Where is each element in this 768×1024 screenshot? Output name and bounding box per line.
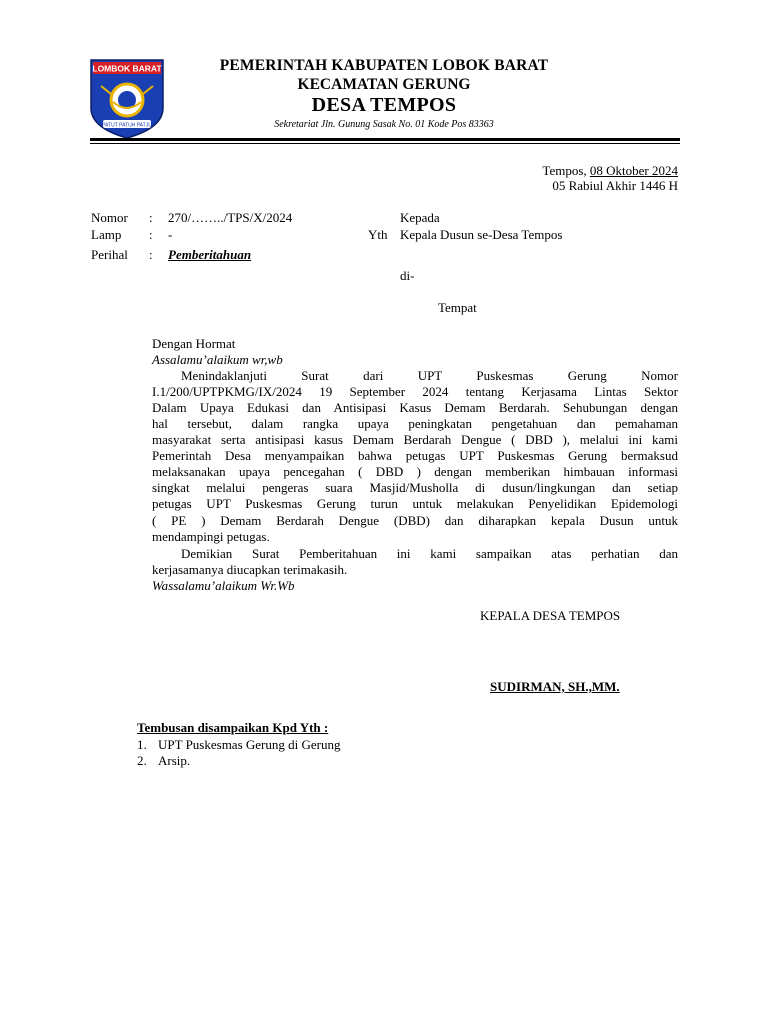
letter-date xyxy=(542,163,678,179)
paragraph-1-line: Pemerintah Desa menyampaikan bahwa petugas UPT Puskesmas Gerung bermaksud xyxy=(152,448,678,463)
cc-item-text: Arsip. xyxy=(158,753,191,768)
recipient-tempat: Tempat xyxy=(438,300,477,315)
date-gregorian: 08 Oktober 2024 xyxy=(589,163,678,178)
paragraph-2-line: Demikian Surat Pemberitahuan ini kami sampaikan atas perhatian dan xyxy=(181,546,678,561)
nomor-label: Nomor xyxy=(91,210,128,225)
recipient-di: di- xyxy=(400,268,415,283)
letterhead-village-name: DESA TEMPOS xyxy=(311,94,457,116)
paragraph-1-line: melaksanakan upaya pencegahan ( DBD ) dengan memberikan himbauan informasi xyxy=(152,464,678,479)
closing-salam: Wassalamu’alaikum Wr.Wb xyxy=(152,578,295,593)
recipient-yth: Yth xyxy=(368,227,388,242)
paragraph-2-line: kerjasamanya diucapkan terimakasih. xyxy=(152,562,348,577)
paragraph-1-line: masyarakat serta antisipasi kasus Demam Berdarah Dengue ( DBD ), melalui ini kami xyxy=(152,432,678,447)
recipient-kepada: Kepada xyxy=(400,210,440,225)
cc-heading: Tembusan disampaikan Kpd Yth : xyxy=(137,720,329,735)
logo-banner-text: LOMBOK BARAT xyxy=(92,63,162,74)
nomor-value: 270/……../TPS/X/2024 xyxy=(168,210,293,225)
letterhead-line-1: PEMERINTAH KABUPATEN LOBOK BARAT xyxy=(219,57,549,74)
letterhead-address: Sekretariat Jln. Gunung Sasak No. 01 Kode Pos 83363 xyxy=(274,119,494,130)
paragraph-1-line: Dalam Upaya Edukasi dan Antisipasi Kasus Demam Berdarah. Sehubungan dengan xyxy=(152,400,678,415)
paragraph-1-line: singkat melalui pengeras suara Masjid/Musholla di dusun/lingkungan dan setiap xyxy=(152,480,678,495)
opening-salam: Assalamu’alaikum wr,wb xyxy=(152,352,283,367)
signature-title: KEPALA DESA TEMPOS xyxy=(480,608,621,623)
perihal-label: Perihal xyxy=(91,247,128,262)
recipient-name: Kepala Dusun se-Desa Tempos xyxy=(400,227,563,242)
paragraph-1-line: ( PE ) Demam Berdarah Dengue (DBD) dan diharapkan kepala Dusun untuk xyxy=(152,513,678,528)
cc-item-number: 2. xyxy=(137,753,147,768)
nomor-colon: : xyxy=(149,210,153,225)
perihal-colon: : xyxy=(149,247,153,262)
cc-item-number: 1. xyxy=(137,737,147,752)
date-place: Tempos, xyxy=(542,163,590,178)
perihal-value: Pemberitahuan xyxy=(168,247,252,262)
paragraph-1-line: Menindaklanjuti Surat dari UPT Puskesmas Gerung Nomor xyxy=(181,368,678,383)
signature-name: SUDIRMAN, SH.,MM. xyxy=(490,679,620,694)
paragraph-1-line: petugas UPT Puskesmas Gerung turun untuk melakukan Penyelidikan Epidemologi xyxy=(152,496,678,511)
lamp-colon: : xyxy=(149,227,153,242)
cc-item-text: UPT Puskesmas Gerung di Gerung xyxy=(158,737,341,752)
letterhead-line-2: KECAMATAN GERUNG xyxy=(297,76,471,93)
logo-motto-text: PATUT PATUH PATJU xyxy=(102,122,152,129)
date-hijri: 05 Rabiul Akhir 1446 H xyxy=(552,178,678,193)
paragraph-1-line: hal tersebut, dalam rangka upaya peningkatan pengetahuan dan pemahaman xyxy=(152,416,678,431)
lamp-value: - xyxy=(168,227,173,242)
paragraph-1-line: mendampingi petugas. xyxy=(152,529,270,544)
paragraph-1-line: I.1/200/UPTPKMG/IX/2024 19 September 2024 tentang Kerjasama Lintas Sektor xyxy=(152,384,678,399)
letterhead-rule-thick xyxy=(90,138,680,141)
letterhead-rule-thin xyxy=(90,143,680,144)
lamp-label: Lamp xyxy=(91,227,122,242)
greeting: Dengan Hormat xyxy=(152,336,236,351)
